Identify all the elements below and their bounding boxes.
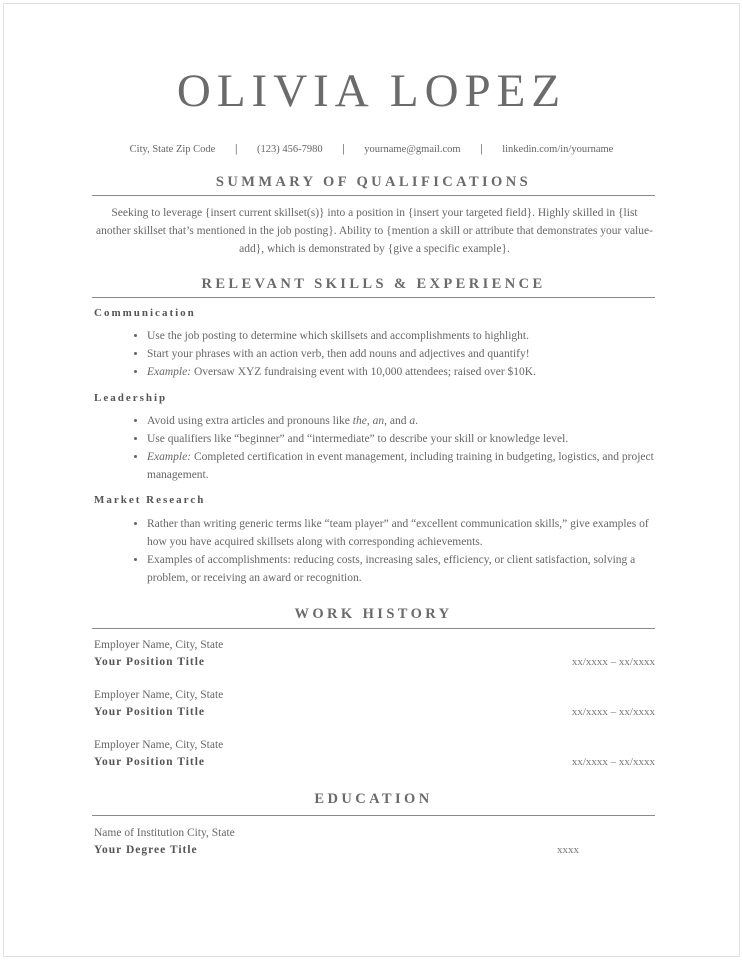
education-divider xyxy=(92,815,655,816)
summary-text: Seeking to leverage {insert current skillset(s)} into a position in {insert your targeted field}. Highly skilled in {list another skillset that’s mentioned in the job posting}. Ability to {mention a skill or attribute that demonstrates your value-add}, which is demonstrated by {give a specific example}. xyxy=(96,207,653,255)
employment-dates: xx/xxxx – xx/xxxx xyxy=(571,756,655,768)
bullet-text: Use the job posting to determine which skillsets and accomplishments to highlight. xyxy=(147,330,530,342)
skills-divider xyxy=(92,297,655,298)
work-entry xyxy=(94,687,655,721)
position-title: Your Position Title xyxy=(94,706,206,718)
contact-location: City, State Zip Code xyxy=(129,144,216,155)
summary-divider xyxy=(92,195,655,196)
skill-group-title-leadership: Leadership xyxy=(94,392,168,404)
bullet-text: Rather than writing generic terms like “team player” and “excellent communication skills,” give examples of how you have acquired skillsets along with corresponding achievements. xyxy=(147,518,649,548)
bullet-text: Oversaw XYZ fundraising event with 10,000 attendees; raised over $10K. xyxy=(191,366,536,378)
skill-list-market-research xyxy=(127,515,657,587)
employment-dates: xx/xxxx – xx/xxxx xyxy=(571,706,655,718)
bullet-text: Use qualifiers like “beginner” and “intermediate” to describe your skill or knowledge level. xyxy=(147,433,569,445)
resume-page xyxy=(3,3,740,957)
bullet-text-italic: the xyxy=(352,415,367,427)
skill-group-title-communication: Communication xyxy=(94,307,196,319)
list-item xyxy=(147,515,657,551)
contact-line xyxy=(4,141,739,156)
list-item xyxy=(147,363,657,381)
work-entry xyxy=(94,737,655,771)
bullet-text: . xyxy=(415,415,418,427)
position-title: Your Position Title xyxy=(94,756,206,768)
education-heading: EDUCATION xyxy=(314,791,433,807)
list-item xyxy=(147,448,657,484)
employment-dates: xx/xxxx – xx/xxxx xyxy=(571,656,655,668)
graduation-year: xxxx xyxy=(557,844,579,856)
employer-name: Employer Name, City, State xyxy=(94,639,224,651)
bullet-text-italic: a xyxy=(409,415,416,427)
contact-separator: | xyxy=(480,141,483,155)
contact-linkedin: linkedin.com/in/yourname xyxy=(502,144,614,155)
skills-heading: RELEVANT SKILLS & EXPERIENCE xyxy=(201,276,546,292)
list-item xyxy=(147,327,657,345)
contact-email: yourname@gmail.com xyxy=(364,144,461,155)
list-item xyxy=(147,430,657,448)
work-heading: WORK HISTORY xyxy=(294,606,453,622)
summary-heading: SUMMARY OF QUALIFICATIONS xyxy=(215,174,532,190)
work-entry xyxy=(94,637,655,671)
bullet-text: , xyxy=(366,415,373,427)
employer-name: Employer Name, City, State xyxy=(94,739,224,751)
skill-list-leadership xyxy=(127,412,657,484)
bullet-text-italic: an xyxy=(372,415,385,427)
example-label: Example: xyxy=(147,366,192,378)
example-label: Example: xyxy=(147,451,192,463)
skill-list-communication xyxy=(127,327,657,381)
list-item xyxy=(147,412,657,430)
candidate-name: OLIVIA LOPEZ xyxy=(176,65,567,117)
bullet-text: , and xyxy=(384,415,410,427)
employer-name: Employer Name, City, State xyxy=(94,689,224,701)
degree-title: Your Degree Title xyxy=(94,844,198,856)
work-divider xyxy=(92,628,655,629)
bullet-text: Avoid using extra articles and pronouns like xyxy=(147,415,353,427)
skill-group-title-market-research: Market Research xyxy=(94,494,206,506)
contact-separator: | xyxy=(234,141,238,155)
position-title: Your Position Title xyxy=(94,656,206,668)
bullet-text: Start your phrases with an action verb, then add nouns and adjectives and quantify! xyxy=(147,348,530,360)
contact-phone: (123) 456-7980 xyxy=(256,144,323,155)
education-entry xyxy=(94,825,655,859)
list-item xyxy=(147,345,657,363)
institution-name: Name of Institution City, State xyxy=(94,827,235,839)
bullet-text: Examples of accomplishments: reducing costs, increasing sales, efficiency, or client satisfaction, solving a problem, or receiving an award or recognition. xyxy=(147,554,636,584)
contact-separator: | xyxy=(342,141,345,155)
bullet-text: Completed certification in event management, including training in budgeting, logistics, and project management. xyxy=(147,451,654,481)
list-item xyxy=(147,551,657,587)
